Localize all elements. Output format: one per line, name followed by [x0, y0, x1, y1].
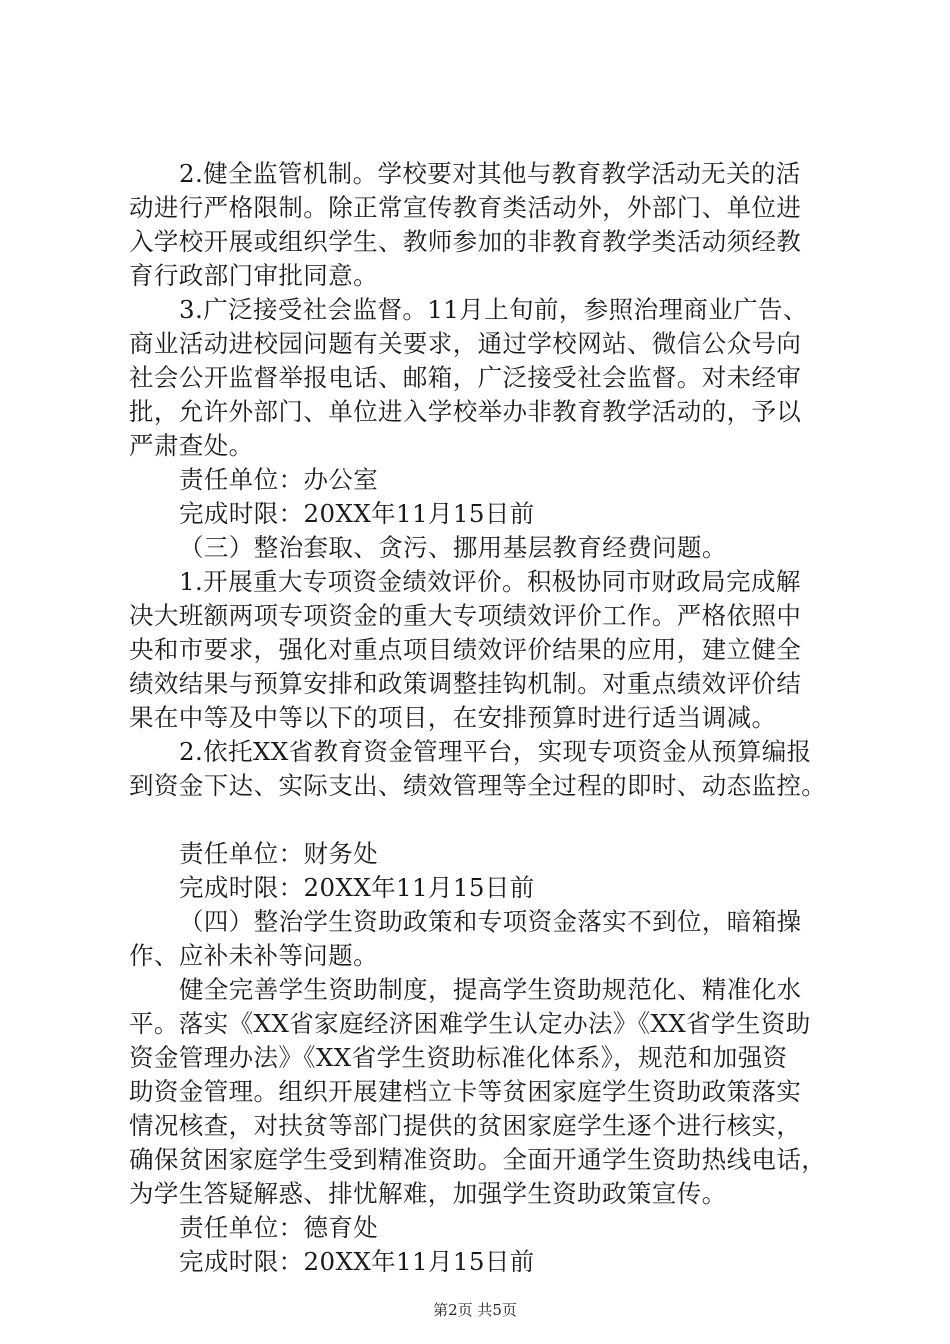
responsible-unit-line: 责任单位：财务处 — [179, 839, 379, 868]
text-line: 助资金管理。组织开展建档立卡等贫困家庭学生资助政策落实 — [129, 1077, 802, 1106]
text-line: 确保贫困家庭学生受到精准资助。全面开通学生资助热线电话， — [129, 1145, 827, 1174]
text-line: 为学生答疑解惑、排忧解难，加强学生资助政策宣传。 — [129, 1179, 727, 1208]
text-line: 情况核查，对扶贫等部门提供的贫困家庭学生逐个进行核实， — [129, 1111, 802, 1140]
text-line: 社会公开监督举报电话、邮箱，广泛接受社会监督。对未经审 — [129, 363, 802, 392]
text-line: 资金管理办法》《XX省学生资助标准化体系》，规范和加强资 — [129, 1043, 788, 1072]
text-line: 3.广泛接受社会监督。11月上旬前，参照治理商业广告、 — [179, 295, 808, 324]
deadline-line: 完成时限：20XX年11月15日前 — [179, 499, 535, 528]
responsible-unit-line: 责任单位：办公室 — [179, 465, 379, 494]
page-number-footer: 第2页 共5页 — [433, 1301, 517, 1319]
text-line: 批，允许外部门、单位进入学校举办非教育教学活动的，予以 — [129, 397, 802, 426]
deadline-line: 完成时限：20XX年11月15日前 — [179, 873, 535, 902]
text-line: 2.健全监管机制。学校要对其他与教育教学活动无关的活 — [179, 159, 801, 188]
text-line: 育行政部门审批同意。 — [129, 261, 378, 290]
responsible-unit-line: 责任单位：德育处 — [179, 1213, 379, 1242]
text-line: 健全完善学生资助制度，提高学生资助规范化、精准化水 — [179, 975, 802, 1004]
text-line: 央和市要求，强化对重点项目绩效评价结果的应用，建立健全 — [129, 635, 802, 664]
section-heading: （四）整治学生资助政策和专项资金落实不到位，暗箱操 — [179, 907, 802, 936]
text-line: 绩效结果与预算安排和政策调整挂钩机制。对重点绩效评价结 — [129, 669, 802, 698]
text-line: 严肃查处。 — [129, 431, 254, 460]
deadline-line: 完成时限：20XX年11月15日前 — [179, 1247, 535, 1276]
text-line: 果在中等及中等以下的项目，在安排预算时进行适当调减。 — [129, 703, 777, 732]
text-line: 动进行严格限制。除正常宣传教育类活动外，外部门、单位进 — [129, 193, 802, 222]
text-line: 入学校开展或组织学生、教师参加的非教育教学类活动须经教 — [129, 227, 802, 256]
section-heading: （三）整治套取、贪污、挪用基层教育经费问题。 — [179, 533, 727, 562]
text-line: 2.依托XX省教育资金管理平台，实现专项资金从预算编报 — [179, 737, 812, 766]
section-heading-continuation: 作、应补未补等问题。 — [129, 941, 378, 970]
text-line: 平。落实《XX省家庭经济困难学生认定办法》《XX省学生资助 — [129, 1009, 811, 1038]
text-line: 商业活动进校园问题有关要求，通过学校网站、微信公众号向 — [129, 329, 802, 358]
text-line: 决大班额两项专项资金的重大专项绩效评价工作。严格依照中 — [129, 601, 802, 630]
text-line: 1.开展重大专项资金绩效评价。积极协同市财政局完成解 — [179, 567, 801, 596]
text-line: 到资金下达、实际支出、绩效管理等全过程的即时、动态监控。 — [129, 771, 827, 800]
